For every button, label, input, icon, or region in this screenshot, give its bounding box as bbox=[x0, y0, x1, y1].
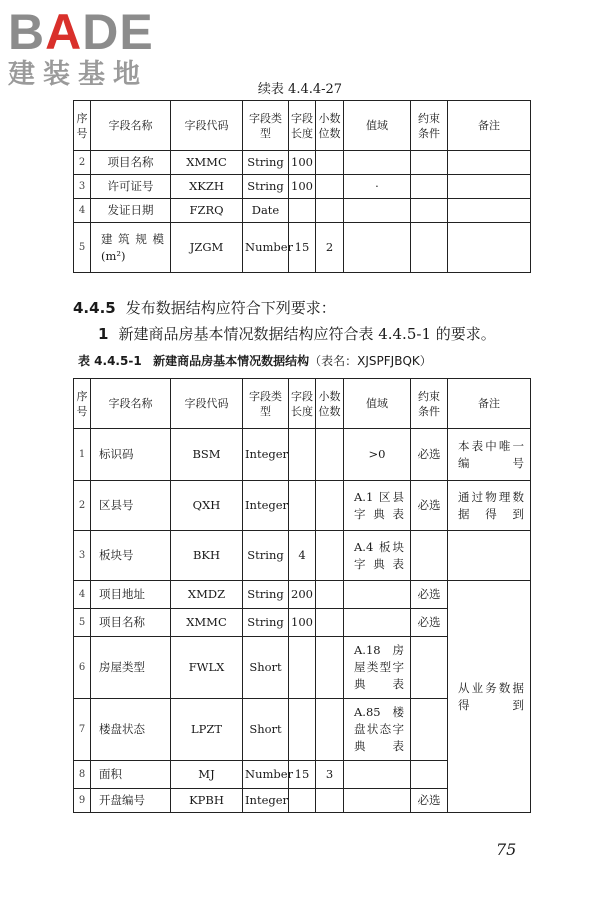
cell: 板块号 bbox=[91, 531, 171, 581]
header-cell: 备注 bbox=[448, 101, 531, 151]
cell bbox=[316, 637, 344, 699]
header-cell: 备注 bbox=[448, 379, 531, 429]
cell bbox=[448, 199, 531, 223]
cell: 3 bbox=[74, 175, 91, 199]
cell bbox=[411, 531, 448, 581]
cell bbox=[411, 761, 448, 789]
cell: 2 bbox=[74, 481, 91, 531]
cell: 建筑规模(m²) bbox=[91, 223, 171, 273]
cell: 必选 bbox=[411, 581, 448, 609]
cell: 6 bbox=[74, 637, 91, 699]
header-cell: 字段长度 bbox=[289, 101, 316, 151]
cell bbox=[316, 481, 344, 531]
cell: 发证日期 bbox=[91, 199, 171, 223]
cell bbox=[316, 199, 344, 223]
cell: 100 bbox=[289, 609, 316, 637]
cell: 通过物理数据得到 bbox=[448, 481, 531, 531]
cell: String bbox=[243, 531, 289, 581]
page-number: 75 bbox=[496, 840, 517, 859]
table-row bbox=[74, 581, 531, 609]
table-row bbox=[74, 175, 531, 199]
section-number: 4.4.5 bbox=[73, 299, 116, 317]
header-cell: 值域 bbox=[344, 101, 411, 151]
cell: Integer bbox=[243, 481, 289, 531]
cell bbox=[289, 481, 316, 531]
header-cell: 序号 bbox=[74, 379, 91, 429]
header-cell: 小数位数 bbox=[316, 379, 344, 429]
cell bbox=[448, 175, 531, 199]
cell bbox=[344, 789, 411, 813]
cell: LPZT bbox=[171, 699, 243, 761]
list-item bbox=[98, 323, 496, 344]
header-cell: 字段名称 bbox=[91, 101, 171, 151]
cell: XKZH bbox=[171, 175, 243, 199]
cell: MJ bbox=[171, 761, 243, 789]
cell: String bbox=[243, 175, 289, 199]
cell: 7 bbox=[74, 699, 91, 761]
cell bbox=[411, 175, 448, 199]
cell bbox=[448, 223, 531, 273]
table-row bbox=[74, 223, 531, 273]
table1-header-row bbox=[74, 101, 531, 151]
cell: 必选 bbox=[411, 789, 448, 813]
cell bbox=[344, 223, 411, 273]
cell bbox=[344, 151, 411, 175]
cell: Short bbox=[243, 699, 289, 761]
cell: 楼盘状态 bbox=[91, 699, 171, 761]
cell: 8 bbox=[74, 761, 91, 789]
header-cell: 字段长度 bbox=[289, 379, 316, 429]
cell bbox=[316, 151, 344, 175]
cell bbox=[344, 581, 411, 609]
header-cell: 字段代码 bbox=[171, 101, 243, 151]
cell: 项目名称 bbox=[91, 151, 171, 175]
cell bbox=[411, 199, 448, 223]
header-cell: 小数位数 bbox=[316, 101, 344, 151]
item-text: 新建商品房基本情况数据结构应符合表 4.4.5-1 的要求。 bbox=[118, 325, 496, 343]
cell: A.85 楼盘状态字典表 bbox=[344, 699, 411, 761]
cell: XMMC bbox=[171, 151, 243, 175]
table2-header-row bbox=[74, 379, 531, 429]
cell: FZRQ bbox=[171, 199, 243, 223]
cell: 必选 bbox=[411, 429, 448, 481]
cell: 4 bbox=[289, 531, 316, 581]
cell: String bbox=[243, 151, 289, 175]
cell bbox=[316, 789, 344, 813]
cell bbox=[316, 699, 344, 761]
cell: KPBH bbox=[171, 789, 243, 813]
cell: 房屋类型 bbox=[91, 637, 171, 699]
cell bbox=[289, 637, 316, 699]
header-cell: 值域 bbox=[344, 379, 411, 429]
cell: XMMC bbox=[171, 609, 243, 637]
cell: QXH bbox=[171, 481, 243, 531]
cell bbox=[316, 609, 344, 637]
cell: 5 bbox=[74, 609, 91, 637]
cell bbox=[289, 199, 316, 223]
cell bbox=[448, 151, 531, 175]
cell: FWLX bbox=[171, 637, 243, 699]
table-row bbox=[74, 481, 531, 531]
cell bbox=[411, 637, 448, 699]
cell: 200 bbox=[289, 581, 316, 609]
cell: 1 bbox=[74, 429, 91, 481]
cell: String bbox=[243, 609, 289, 637]
cell: · bbox=[344, 175, 411, 199]
cell: 3 bbox=[316, 761, 344, 789]
cell bbox=[448, 531, 531, 581]
cell: 项目名称 bbox=[91, 609, 171, 637]
cell bbox=[289, 429, 316, 481]
cell: BSM bbox=[171, 429, 243, 481]
logo-wordmark: BADE bbox=[8, 4, 154, 60]
cell: 项目地址 bbox=[91, 581, 171, 609]
cell: Short bbox=[243, 637, 289, 699]
cell: 开盘编号 bbox=[91, 789, 171, 813]
header-cell: 约束条件 bbox=[411, 379, 448, 429]
cell: A.4 板块字典表 bbox=[344, 531, 411, 581]
cell: 15 bbox=[289, 761, 316, 789]
cell: 必选 bbox=[411, 609, 448, 637]
cell: JZGM bbox=[171, 223, 243, 273]
cell: 5 bbox=[74, 223, 91, 273]
cell: String bbox=[243, 581, 289, 609]
header-cell: 字段类型 bbox=[243, 379, 289, 429]
cell bbox=[411, 151, 448, 175]
cell: 许可证号 bbox=[91, 175, 171, 199]
cell: BKH bbox=[171, 531, 243, 581]
cell bbox=[344, 609, 411, 637]
cell bbox=[316, 175, 344, 199]
cell: 标识码 bbox=[91, 429, 171, 481]
cell: XMDZ bbox=[171, 581, 243, 609]
header-cell: 约束条件 bbox=[411, 101, 448, 151]
cell: 本表中唯一编号 bbox=[448, 429, 531, 481]
section-text: 发布数据结构应符合下列要求： bbox=[125, 299, 336, 317]
table2-caption: 表 4.4.5-1 新建商品房基本情况数据结构（表名：XJSPFJBQK） bbox=[78, 354, 432, 368]
cell bbox=[411, 699, 448, 761]
cell bbox=[289, 699, 316, 761]
cell: 100 bbox=[289, 175, 316, 199]
table-row bbox=[74, 199, 531, 223]
cell: 3 bbox=[74, 531, 91, 581]
header-cell: 字段名称 bbox=[91, 379, 171, 429]
cell: >0 bbox=[344, 429, 411, 481]
cell: 区县号 bbox=[91, 481, 171, 531]
cell: 9 bbox=[74, 789, 91, 813]
cell: Number bbox=[243, 761, 289, 789]
cell: 必选 bbox=[411, 481, 448, 531]
cell bbox=[316, 581, 344, 609]
cell: 4 bbox=[74, 199, 91, 223]
cell bbox=[344, 761, 411, 789]
cell: A.1 区县字典表 bbox=[344, 481, 411, 531]
cell bbox=[344, 199, 411, 223]
table-row bbox=[74, 151, 531, 175]
header-cell: 序号 bbox=[74, 101, 91, 151]
cell: 2 bbox=[316, 223, 344, 273]
cell: Number bbox=[243, 223, 289, 273]
cell: 4 bbox=[74, 581, 91, 609]
header-cell: 字段类型 bbox=[243, 101, 289, 151]
cell: 2 bbox=[74, 151, 91, 175]
cell: Integer bbox=[243, 789, 289, 813]
cell bbox=[411, 223, 448, 273]
item-number: 1 bbox=[98, 325, 109, 343]
cell: Date bbox=[243, 199, 289, 223]
table1 bbox=[73, 100, 531, 273]
cell: 面积 bbox=[91, 761, 171, 789]
merged-note-cell: 从业务数据得到 bbox=[448, 581, 531, 813]
cell bbox=[316, 531, 344, 581]
table-row bbox=[74, 429, 531, 481]
table1-caption: 续表 4.4.4-27 bbox=[257, 82, 343, 97]
cell: 15 bbox=[289, 223, 316, 273]
cell: Integer bbox=[243, 429, 289, 481]
table-row bbox=[74, 531, 531, 581]
cell: A.18 房屋类型字典表 bbox=[344, 637, 411, 699]
table2 bbox=[73, 378, 531, 813]
cell bbox=[289, 789, 316, 813]
logo-subtitle: 建装基地 bbox=[8, 59, 148, 90]
header-cell: 字段代码 bbox=[171, 379, 243, 429]
cell bbox=[316, 429, 344, 481]
section-heading bbox=[73, 297, 336, 318]
cell: 100 bbox=[289, 151, 316, 175]
